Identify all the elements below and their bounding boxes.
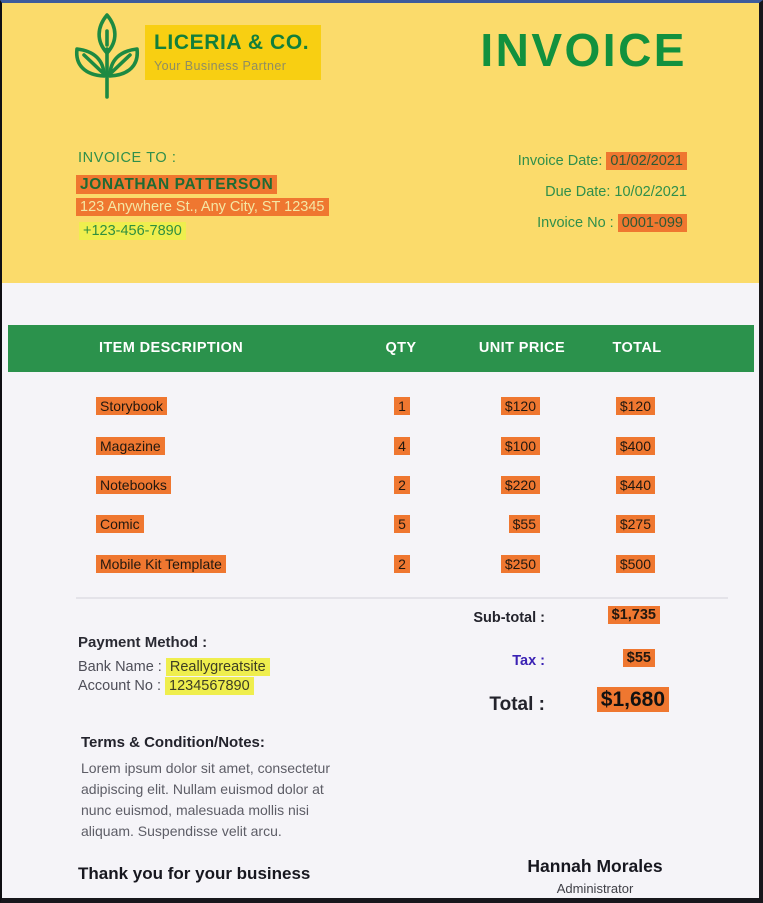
cell-item: Mobile Kit Template (96, 556, 226, 572)
tax-label: Tax : (512, 653, 545, 669)
brand-block (145, 25, 321, 80)
cell-unit-price: $250 (501, 556, 540, 572)
account-no-value: 1234567890 (165, 677, 254, 695)
table-row (2, 477, 759, 497)
cell-unit-price: $120 (501, 398, 540, 414)
cell-item: Magazine (96, 438, 165, 454)
terms-body (81, 758, 371, 842)
bill-to-name: JONATHAN PATTERSON (76, 176, 277, 194)
column-header-total: TOTAL (612, 340, 662, 356)
cell-unit-price: $100 (501, 438, 540, 454)
account-no-line: Account No : 1234567890 (78, 678, 254, 694)
bill-to-address: 123 Anywhere St., Any City, ST 12345 (76, 199, 329, 215)
invoice-date-value: 01/02/2021 (606, 152, 687, 170)
header-band (2, 3, 759, 283)
table-row (2, 516, 759, 536)
subtotal-value: $1,735 (608, 607, 660, 623)
subtotal-label: Sub-total : (473, 610, 545, 626)
table-row (2, 556, 759, 576)
cell-qty: 2 (372, 477, 432, 493)
table-row (2, 398, 759, 418)
brand-name: LICERIA & CO. (154, 31, 310, 54)
invoice-no-value: 0001-099 (618, 214, 687, 232)
cell-total: $500 (616, 556, 655, 572)
terms-line: adipiscing elit. Nullam euismod dolor at (81, 781, 324, 797)
signature-block (462, 856, 728, 896)
cell-qty: 5 (372, 516, 432, 532)
signer-role: Administrator (556, 881, 634, 896)
total-value: $1,680 (597, 688, 669, 712)
cell-item: Comic (96, 516, 144, 532)
bank-name-line: Bank Name : Reallygreatsite (78, 659, 270, 675)
cell-qty: 2 (372, 556, 432, 572)
payment-method-title: Payment Method : (78, 634, 208, 651)
plant-logo-icon (70, 11, 144, 99)
invoice-no-line: Invoice No : 0001-099 (537, 215, 687, 231)
cell-unit-price: $55 (509, 516, 540, 532)
terms-line: Lorem ipsum dolor sit amet, consectetur (81, 760, 330, 776)
table-header-bar (8, 325, 754, 372)
column-header-item: ITEM DESCRIPTION (99, 340, 244, 356)
column-header-qty: QTY (385, 340, 417, 356)
bill-to-phone: +123-456-7890 (79, 223, 186, 239)
cell-unit-price: $220 (501, 477, 540, 493)
total-label: Total : (489, 694, 545, 715)
column-header-unit-price: UNIT PRICE (478, 340, 566, 356)
tax-value: $55 (623, 650, 655, 666)
cell-qty: 1 (372, 398, 432, 414)
bank-name-value: Reallygreatsite (166, 658, 270, 676)
terms-line: aliquam. Suspendisse velit arcu. (81, 823, 282, 839)
bill-to-label: INVOICE TO : (78, 150, 177, 166)
signer-name: Hannah Morales (527, 856, 663, 876)
invoice-date-line: Invoice Date: 01/02/2021 (518, 153, 687, 169)
cell-item: Notebooks (96, 477, 171, 493)
cell-total: $400 (616, 438, 655, 454)
cell-qty: 4 (372, 438, 432, 454)
cell-total: $440 (616, 477, 655, 493)
cell-total: $275 (616, 516, 655, 532)
table-row (2, 438, 759, 458)
thank-you-note: Thank you for your business (78, 864, 311, 883)
summary-divider (76, 597, 728, 599)
cell-total: $120 (616, 398, 655, 414)
due-date-value: 10/02/2021 (614, 184, 687, 200)
due-date-line: Due Date: 10/02/2021 (545, 184, 687, 200)
terms-line: nunc euismod, malesuada mollis nisi (81, 802, 309, 818)
cell-item: Storybook (96, 398, 167, 414)
terms-title: Terms & Condition/Notes: (81, 734, 265, 751)
brand-tagline: Your Business Partner (154, 59, 287, 73)
page-title: INVOICE (480, 24, 687, 76)
